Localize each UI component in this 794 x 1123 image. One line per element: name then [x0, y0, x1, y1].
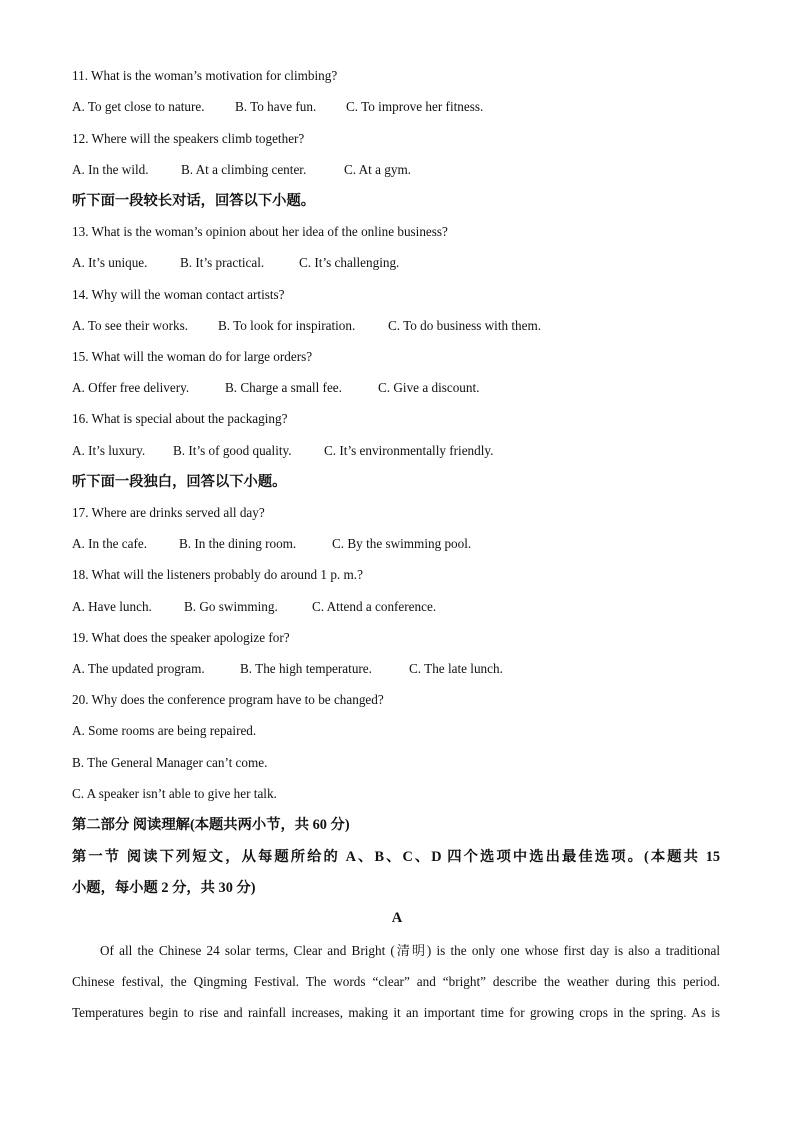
passage-line: Chinese festival, the Qingming Festival. The words “clear” and “bright” describe the weather during this period.	[72, 974, 720, 990]
option-c: C. To improve her fitness.	[346, 99, 484, 114]
question-19: 19. What does the speaker apologize for?	[72, 630, 290, 645]
option-c: C. It’s environmentally friendly.	[324, 443, 494, 458]
options-11	[72, 99, 483, 115]
option-c: C. By the swimming pool.	[332, 536, 472, 551]
option-c: C. A speaker isn’t able to give her talk.	[72, 786, 277, 801]
option-a: A. In the wild.	[72, 162, 149, 177]
option-b: B. In the dining room.	[179, 536, 297, 551]
question-12: 12. Where will the speakers climb together?	[72, 131, 305, 146]
options-18	[72, 599, 436, 615]
option-c: C. It’s challenging.	[299, 255, 400, 270]
options-16	[72, 443, 493, 459]
question-17: 17. Where are drinks served all day?	[72, 505, 265, 520]
question-20: 20. Why does the conference program have to be changed?	[72, 692, 384, 707]
option-a: A. The updated program.	[72, 661, 205, 676]
question-14: 14. Why will the woman contact artists?	[72, 287, 285, 302]
option-b: B. The high temperature.	[240, 661, 372, 676]
passage-text	[72, 935, 720, 1029]
options-15	[72, 380, 479, 396]
question-16: 16. What is special about the packaging?	[72, 411, 288, 426]
option-a: A. Offer free delivery.	[72, 380, 190, 395]
option-b: B. Go swimming.	[184, 599, 278, 614]
section1-instruction-line1: 第一节 阅读下列短文，从每题所给的 A、B、C、D 四个选项中选出最佳选项。(本题共 15	[72, 849, 720, 865]
option-c: C. To do business with them.	[388, 318, 542, 333]
options-14	[72, 318, 541, 334]
option-a: A. It’s luxury.	[72, 443, 146, 458]
option-a: A. To get close to nature.	[72, 99, 205, 114]
options-13	[72, 255, 399, 271]
option-b: B. To look for inspiration.	[218, 318, 356, 333]
option-c: C. Give a discount.	[378, 380, 480, 395]
passage-line: Of all the Chinese 24 solar terms, Clear and Bright (清明) is the only one whose first day is also a traditional	[100, 943, 720, 958]
option-c: C. Attend a conference.	[312, 599, 437, 614]
question-11: 11. What is the woman’s motivation for climbing?	[72, 68, 338, 83]
question-13: 13. What is the woman’s opinion about her idea of the online business?	[72, 224, 448, 239]
option-a: A. In the cafe.	[72, 536, 148, 551]
option-b: B. To have fun.	[235, 99, 317, 114]
listening-heading-monologue: 听下面一段独白，回答以下小题。	[72, 474, 287, 490]
option-c: C. At a gym.	[344, 162, 412, 177]
question-18: 18. What will the listeners probably do around 1 p. m.?	[72, 567, 363, 582]
option-b: B. The General Manager can’t come.	[72, 755, 268, 770]
options-12	[72, 162, 411, 178]
option-b: B. It’s practical.	[180, 255, 265, 270]
option-b: B. At a climbing center.	[181, 162, 307, 177]
options-17	[72, 536, 471, 552]
options-19	[72, 661, 503, 677]
option-c: C. The late lunch.	[409, 661, 503, 676]
option-a: A. It’s unique.	[72, 255, 148, 270]
passage-line: Temperatures begin to rise and rainfall increases, making it an important time for growing crops in the spring. As is	[72, 1005, 720, 1021]
option-b: B. It’s of good quality.	[173, 443, 292, 458]
option-b: B. Charge a small fee.	[225, 380, 342, 395]
part2-title: 第二部分 阅读理解(本题共两小节，共 60 分)	[72, 817, 350, 833]
option-a: A. Some rooms are being repaired.	[72, 723, 257, 738]
section1-instruction-line2: 小题，每小题 2 分，共 30 分)	[72, 880, 256, 896]
passage-label: A	[391, 910, 403, 926]
question-15: 15. What will the woman do for large orders?	[72, 349, 313, 364]
option-a: A. To see their works.	[72, 318, 189, 333]
listening-heading-dialogue: 听下面一段较长对话，回答以下小题。	[72, 193, 316, 209]
option-a: A. Have lunch.	[72, 599, 152, 614]
